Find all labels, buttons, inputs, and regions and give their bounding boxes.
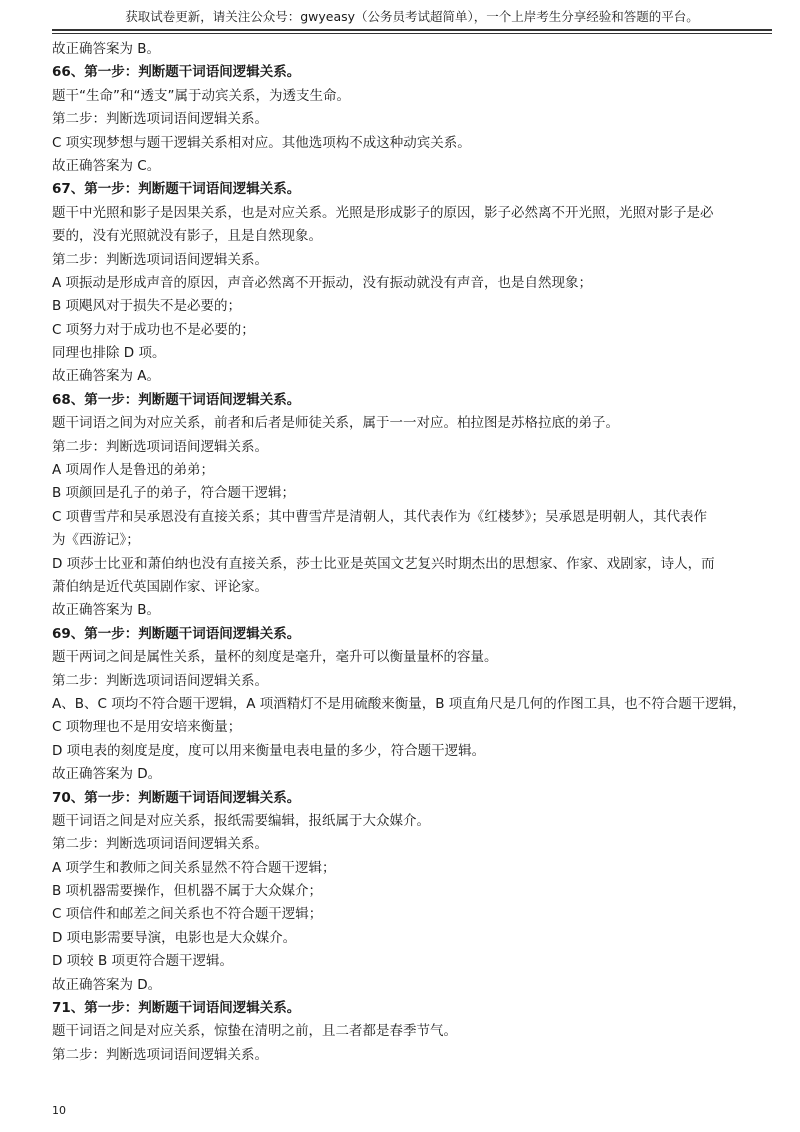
question-heading: 70、第一步：判断题干词语间逻辑关系。 [52, 789, 301, 806]
text-line: D 项较 B 项更符合题干逻辑。 [52, 953, 234, 970]
text-line: B 项颜回是孔子的弟子，符合题干逻辑； [52, 485, 296, 502]
text-line: B 项飓风对于损失不是必要的； [52, 298, 242, 315]
header-rule [52, 29, 772, 31]
text-line: 故正确答案为 D。 [52, 976, 162, 993]
text-line: 故正确答案为 B。 [52, 41, 161, 57]
text-line: A、B、C 项均不符合题干逻辑，A 项酒精灯不是用硫酸来衡量，B 项直角尺是几何的作图工具，也不符合题干逻辑， [52, 695, 746, 712]
text-line: 故正确答案为 C。 [52, 157, 161, 174]
text-line: 第二步：判断选项词语间逻辑关系。 [52, 672, 268, 689]
text-line: 要的，没有光照就没有影子，且是自然现象。 [52, 228, 322, 245]
header-rule-secondary [52, 33, 772, 34]
document-body [52, 38, 764, 1067]
text-line: D 项电影需要导演，电影也是大众媒介。 [52, 929, 297, 946]
text-line: 题干词语之间是对应关系，报纸需要编辑，报纸属于大众媒介。 [52, 812, 430, 829]
text-line: 故正确答案为 B。 [52, 602, 161, 619]
text-line: 题干两词之间是属性关系，量杯的刻度是毫升，毫升可以衡量量杯的容量。 [52, 649, 498, 666]
text-line: D 项莎士比亚和萧伯纳也没有直接关系，莎士比亚是英国文艺复兴时期杰出的思想家、作家、戏剧家，诗人，而 [52, 555, 715, 572]
question-heading: 69、第一步：判断题干词语间逻辑关系。 [52, 625, 301, 642]
text-line: A 项振动是形成声音的原因，声音必然离不开振动，没有振动就没有声音，也是自然现象； [52, 274, 593, 291]
text-line: 故正确答案为 A。 [52, 368, 161, 385]
text-line: 题干词语之间是对应关系，惊蛰在清明之前，且二者都是春季节气。 [52, 1023, 457, 1040]
text-line: D 项电表的刻度是度，度可以用来衡量电表电量的多少，符合题干逻辑。 [52, 742, 486, 759]
text-line: 题干中光照和影子是因果关系，也是对应关系。光照是形成影子的原因，影子必然离不开光照，光照对影子是必 [52, 204, 714, 221]
text-line: C 项物理也不是用安培来衡量； [52, 719, 242, 736]
text-line: 萧伯纳是近代英国剧作家、评论家。 [52, 578, 268, 595]
text-line: C 项实现梦想与题干逻辑关系相对应。其他选项构不成这种动宾关系。 [52, 134, 471, 151]
text-line: 题干“生命”和“透支”属于动宾关系，为透支生命。 [52, 87, 350, 104]
question-heading: 68、第一步：判断题干词语间逻辑关系。 [52, 391, 301, 408]
page-header: 获取试卷更新，请关注公众号：gwyeasy（公务员考试超简单），一个上岸考生分享经验和答题的平台。 [125, 9, 699, 24]
text-line: C 项努力对于成功也不是必要的； [52, 321, 255, 338]
text-line: C 项信件和邮差之间关系也不符合题干逻辑； [52, 906, 323, 923]
text-line: 第二步：判断选项词语间逻辑关系。 [52, 438, 268, 455]
text-line: 第二步：判断选项词语间逻辑关系。 [52, 836, 268, 853]
text-line: 题干词语之间为对应关系，前者和后者是师徒关系，属于一一对应。柏拉图是苏格拉底的弟子。 [52, 415, 619, 432]
question-heading: 66、第一步：判断题干词语间逻辑关系。 [52, 64, 301, 81]
question-heading: 67、第一步：判断题干词语间逻辑关系。 [52, 181, 301, 198]
text-line: 第二步：判断选项词语间逻辑关系。 [52, 111, 268, 128]
question-heading: 71、第一步：判断题干词语间逻辑关系。 [52, 1000, 301, 1017]
text-line: B 项机器需要操作，但机器不属于大众媒介； [52, 883, 323, 900]
text-line: 第二步：判断选项词语间逻辑关系。 [52, 1046, 268, 1063]
text-line: C 项曹雪芹和吴承恩没有直接关系；其中曹雪芹是清朝人，其代表作为《红楼梦》；吴承恩是明朝人，其代表作 [52, 508, 707, 525]
text-line: 为《西游记》； [52, 532, 140, 549]
text-line: 同理也排除 D 项。 [52, 345, 166, 362]
text-line: 第二步：判断选项词语间逻辑关系。 [52, 251, 268, 268]
text-line: A 项学生和教师之间关系显然不符合题干逻辑； [52, 859, 336, 876]
text-line: A 项周作人是鲁迅的弟弟； [52, 462, 215, 479]
text-line: 故正确答案为 D。 [52, 766, 162, 783]
page-number: 10 [52, 1104, 66, 1117]
